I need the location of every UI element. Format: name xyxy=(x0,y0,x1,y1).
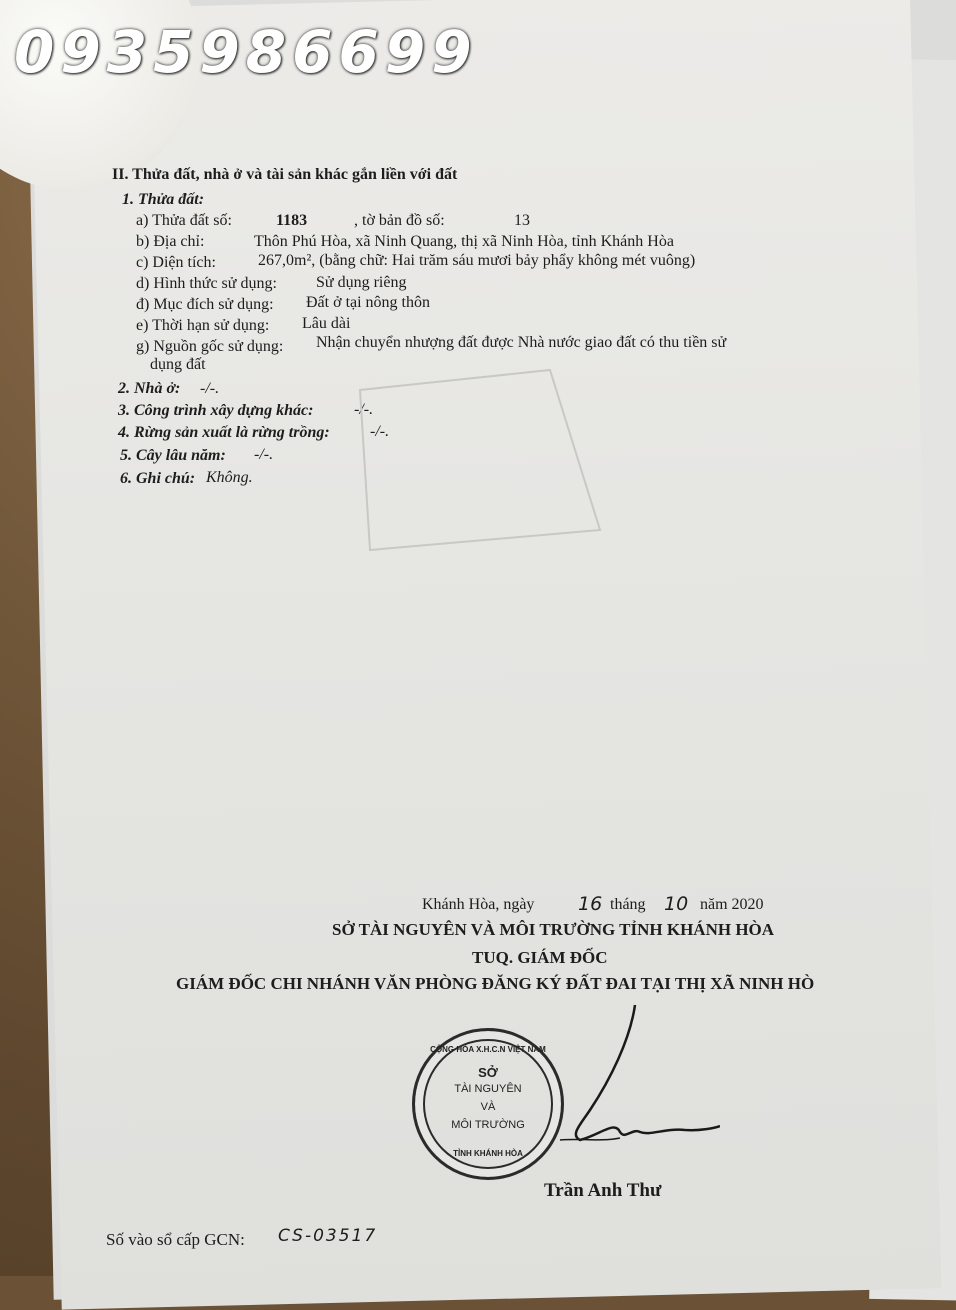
duration-value: Lâu dài xyxy=(302,315,351,332)
signer-name: Trần Anh Thư xyxy=(544,1180,662,1201)
month-label: tháng xyxy=(610,896,646,913)
section-title: II. Thửa đất, nhà ở và tài sản khác gắn liền với đất xyxy=(112,166,458,183)
map-sheet-label: , tờ bản đồ số: xyxy=(354,212,445,229)
address-label: b) Địa chỉ: xyxy=(136,233,205,250)
origin-value: Nhận chuyển nhượng đất được Nhà nước giao đất có thu tiền sử xyxy=(316,334,727,351)
origin-value-cont: dụng đất xyxy=(150,356,206,373)
duration-label: e) Thời hạn sử dụng: xyxy=(136,317,270,334)
phone-watermark: 0935986699 xyxy=(14,18,478,86)
origin-label: g) Nguồn gốc sử dụng: xyxy=(136,338,284,355)
map-sheet-number: 13 xyxy=(514,212,530,229)
purpose-value: Đất ở tại nông thôn xyxy=(306,294,430,311)
registry-number: CS-03517 xyxy=(278,1226,378,1246)
usage-form-value: Sử dụng riêng xyxy=(316,274,407,291)
parcel-label: a) Thửa đất số: xyxy=(136,212,232,229)
area-label: c) Diện tích: xyxy=(136,254,216,271)
faint-map-sketch xyxy=(300,360,620,560)
usage-form-label: d) Hình thức sử dụng: xyxy=(136,275,277,292)
land-heading: 1. Thửa đất: xyxy=(122,191,205,208)
handwritten-signature xyxy=(520,1000,720,1160)
seal-line-1: SỞ xyxy=(478,1065,498,1080)
perennial-label: 5. Cây lâu năm: xyxy=(120,447,226,464)
perennial-value: -/-. xyxy=(254,446,274,463)
seal-ring-top: CỘNG HÒA X.H.C.N VIỆT NAM xyxy=(430,1045,546,1054)
date-month: 10 xyxy=(664,893,689,915)
note-value: Không. xyxy=(206,469,253,486)
seal-line-4: MÔI TRƯỜNG xyxy=(451,1119,525,1131)
note-label: 6. Ghi chú: xyxy=(120,470,196,487)
construction-value: -/-. xyxy=(354,401,374,418)
parcel-number: 1183 xyxy=(276,212,308,229)
seal-ring-bottom: TỈNH KHÁNH HÒA xyxy=(453,1149,523,1158)
tuq-title: TUQ. GIÁM ĐỐC xyxy=(472,948,608,967)
date-day: 16 xyxy=(578,893,603,915)
construction-label: 3. Công trình xây dựng khác: xyxy=(118,402,314,419)
year-label: năm 2020 xyxy=(700,896,764,913)
purpose-label: đ) Mục đích sử dụng: xyxy=(136,296,274,313)
director-title: GIÁM ĐỐC CHI NHÁNH VĂN PHÒNG ĐĂNG KÝ ĐẤT ĐAI TẠI THỊ XÃ NINH HÒ xyxy=(176,974,815,993)
house-value: -/-. xyxy=(200,380,220,397)
date-prefix: Khánh Hòa, ngày xyxy=(422,896,535,913)
area-value: 267,0m², (bằng chữ: Hai trăm sáu mươi bảy phẩy không mét vuông) xyxy=(258,252,696,269)
registry-label: Số vào sổ cấp GCN: xyxy=(106,1230,245,1249)
forest-label: 4. Rừng sản xuất là rừng trồng: xyxy=(118,424,330,441)
seal-line-3: VÀ xyxy=(480,1101,496,1113)
address-value: Thôn Phú Hòa, xã Ninh Quang, thị xã Ninh Hòa, tỉnh Khánh Hòa xyxy=(254,233,674,250)
agency-name: SỞ TÀI NGUYÊN VÀ MÔI TRƯỜNG TỈNH KHÁNH HÒA xyxy=(332,920,775,939)
forest-value: -/-. xyxy=(370,423,390,440)
house-label: 2. Nhà ở: xyxy=(118,380,181,397)
seal-line-2: TÀI NGUYÊN xyxy=(454,1083,522,1095)
